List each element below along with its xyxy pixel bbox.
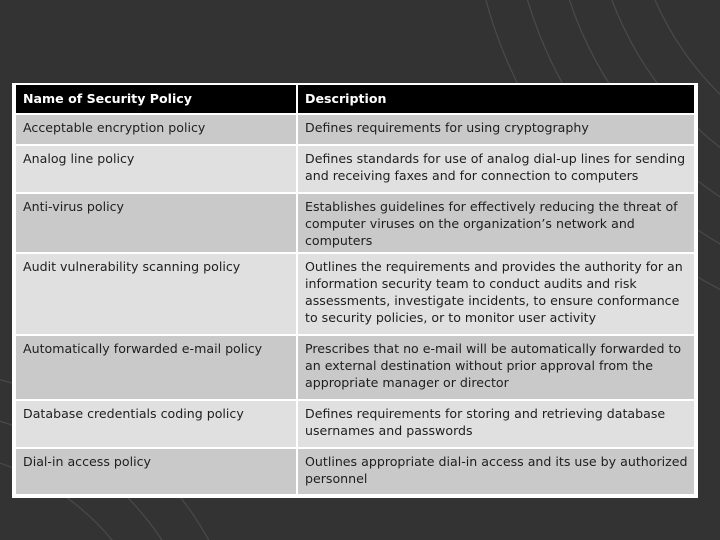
policy-description-cell: Establishes guidelines for effectively reducing the threat of computer viruses on the organization’s network and computers [297, 193, 695, 253]
table-row [15, 114, 695, 145]
table-header-row [15, 84, 695, 114]
security-policy-table [12, 83, 698, 498]
table-row [15, 145, 695, 193]
policy-description-cell: Defines requirements for using cryptography [297, 114, 695, 145]
table-row [15, 335, 695, 400]
table-row [15, 253, 695, 335]
policy-name-cell: Acceptable encryption policy [15, 114, 297, 145]
table-row [15, 448, 695, 495]
table-row [15, 193, 695, 253]
policy-name-cell: Anti-virus policy [15, 193, 297, 253]
policy-name-cell: Database credentials coding policy [15, 400, 297, 448]
policy-name-cell: Analog line policy [15, 145, 297, 193]
header-description: Description [297, 84, 695, 114]
policy-description-cell: Outlines the requirements and provides the authority for an information security team to conduct audits and risk assessments, investigate incidents, to ensure conformance to security policies, or to monitor user activity [297, 253, 695, 335]
policy-name-cell: Audit vulnerability scanning policy [15, 253, 297, 335]
policy-description-cell: Defines standards for use of analog dial-up lines for sending and receiving faxes and for connection to computers [297, 145, 695, 193]
table-row [15, 400, 695, 448]
policy-description-cell: Prescribes that no e-mail will be automatically forwarded to an external destination without prior approval from the appropriate manager or director [297, 335, 695, 400]
policy-name-cell: Dial-in access policy [15, 448, 297, 495]
policy-description-cell: Outlines appropriate dial-in access and its use by authorized personnel [297, 448, 695, 495]
policy-description-cell: Defines requirements for storing and retrieving database usernames and passwords [297, 400, 695, 448]
header-policy-name: Name of Security Policy [15, 84, 297, 114]
policy-name-cell: Automatically forwarded e-mail policy [15, 335, 297, 400]
